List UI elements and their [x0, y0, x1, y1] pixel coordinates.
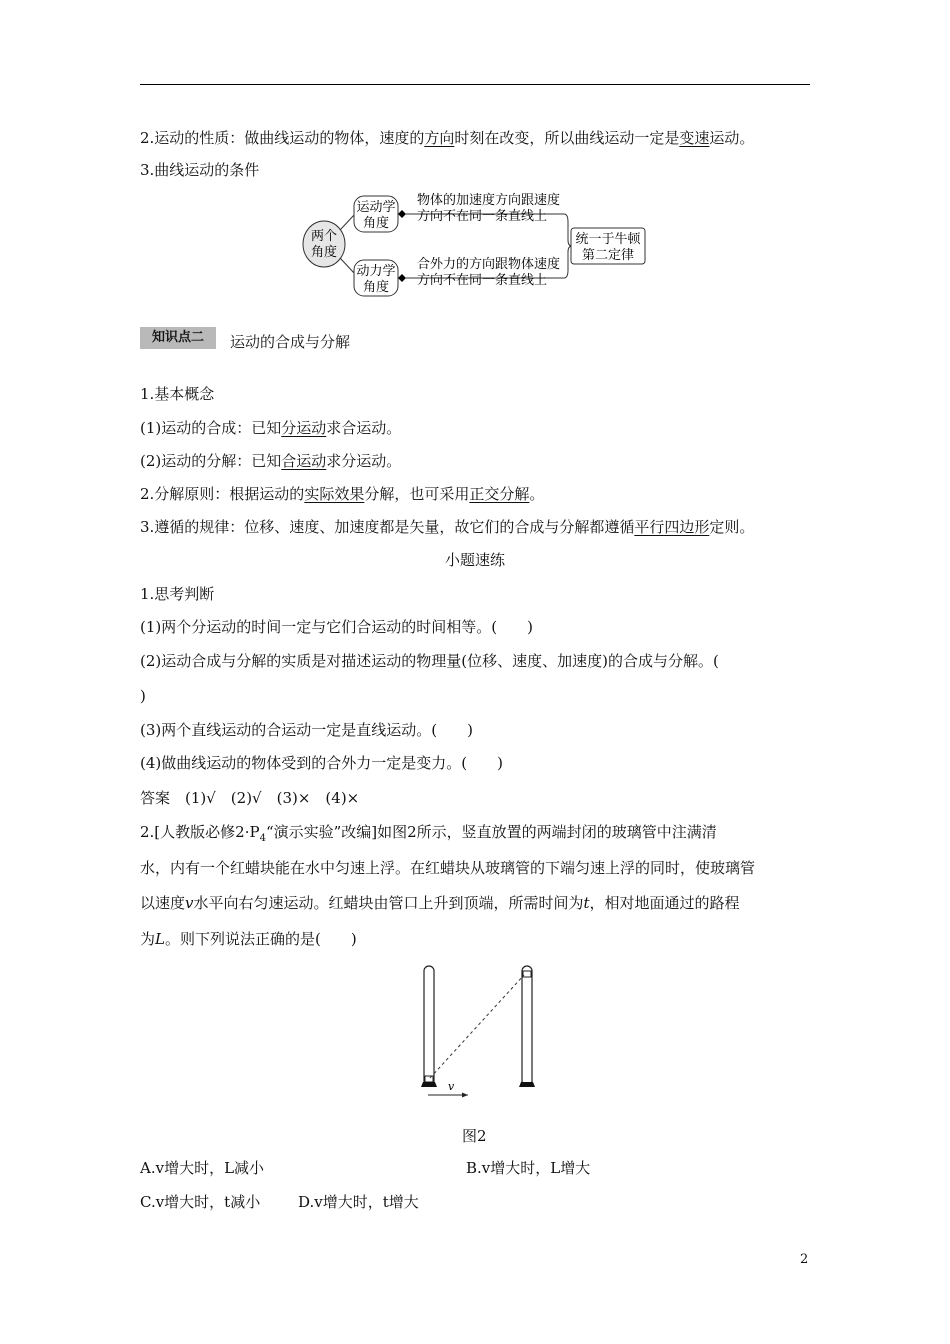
page-number: 2	[800, 1252, 809, 1267]
diagram-kinematics-text-1: 运动学	[356, 200, 396, 215]
diagram-kinematics-diamond	[398, 210, 406, 218]
figure-caption: 图2	[462, 1127, 487, 1145]
diagram-root-text-2: 角度	[310, 245, 338, 260]
judge-title: 1.思考判断	[140, 585, 215, 603]
option-d: D.v增大时，t增大	[298, 1193, 419, 1211]
diagram-dynamics-condition-2: 方向不在同一条直线上	[417, 273, 548, 288]
q2-line-4: 为L。则下列说法正确的是( )	[140, 930, 357, 948]
motion-property-line: 2.运动的性质：做曲线运动的物体，速度的方向时刻在改变，所以曲线运动一定是变速运动。	[140, 129, 755, 147]
answer-parallelogram: 平行四边形	[634, 518, 710, 536]
condition-title: 3.曲线运动的条件	[140, 161, 260, 179]
diagram-unify-text-1: 统一于牛顿	[575, 232, 641, 247]
judge-q1: (1)两个分运动的时间一定与它们合运动的时间相等。( )	[140, 618, 533, 636]
option-c: C.v增大时，t减小	[140, 1193, 261, 1211]
option-a: A.v增大时，L减小	[140, 1159, 265, 1177]
diagram-dynamics-diamond	[398, 274, 406, 282]
judge-answer: 答案 (1)√ (2)√ (3)× (4)×	[140, 789, 360, 807]
q2-line-2: 水，内有一个红蜡块能在水中匀速上浮。在红蜡块从玻璃管的下端匀速上浮的同时，使玻璃管	[140, 859, 756, 877]
synthesis-line: (1)运动的合成：已知分运动求合运动。	[140, 419, 402, 437]
q2-line-1: 2.[人教版必修$2\cdot P_4“$演示实验”改编]如图2所示，竖直放置的两端封闭的玻璃管中注满清	[140, 823, 717, 844]
diagram-root-node	[303, 221, 345, 267]
answer-actual-effect: 实际效果	[304, 485, 365, 503]
answer-orthogonal: 正交分解	[469, 485, 530, 503]
wax-block-top	[523, 971, 531, 977]
glass-tube-figure	[410, 962, 550, 1102]
answer-variable-speed: 变速	[679, 129, 710, 147]
principle-line: 2.分解原则：根据运动的实际效果分解，也可采用正交分解。	[140, 485, 545, 503]
right-tube-base	[519, 1082, 535, 1087]
trajectory-dashed-line	[430, 975, 524, 1078]
right-tube	[522, 966, 532, 1086]
diagram-root-text-1: 两个	[310, 229, 338, 244]
judge-q3: (3)两个直线运动的合运动一定是直线运动。( )	[140, 721, 473, 739]
judge-q2-end: )	[140, 687, 146, 705]
wax-block-bottom	[425, 1076, 433, 1082]
decomposition-line: (2)运动的分解：已知合运动求分运动。	[140, 452, 402, 470]
diagram-kinematics-condition-2: 方向不在同一条直线上	[417, 209, 548, 224]
answer-resultant-motion: 合运动	[281, 452, 327, 470]
basic-concept-title: 1.基本概念	[140, 385, 215, 403]
answer-component-motion: 分运动	[281, 419, 327, 437]
left-tube	[424, 966, 434, 1086]
diagram-unify-text-2: 第二定律	[581, 248, 635, 263]
diagram-dynamics-condition-1: 合外力的方向跟物体速度	[417, 257, 561, 272]
knowledge-point-title: 运动的合成与分解	[230, 333, 351, 351]
velocity-label: v	[448, 1080, 455, 1093]
answer-direction: 方向	[424, 129, 455, 147]
diagram-dynamics-text-2: 角度	[362, 280, 390, 295]
velocity-arrowhead	[462, 1093, 468, 1098]
diagram-kinematics-condition-1: 物体的加速度方向跟速度	[417, 193, 561, 208]
diagram-kinematics-text-2: 角度	[362, 216, 390, 231]
left-tube-base	[421, 1082, 437, 1087]
practice-title: 小题速练	[444, 551, 505, 569]
knowledge-point-badge: 知识点二	[140, 327, 216, 349]
judge-q4: (4)做曲线运动的物体受到的合外力一定是变力。( )	[140, 754, 503, 772]
option-b: B.v增大时，L增大	[466, 1159, 591, 1177]
q2-line-3: 以速度v水平向右匀速运动。红蜡块由管口上升到顶端，所需时间为t，相对地面通过的路程	[140, 894, 740, 912]
header-rule	[140, 84, 810, 85]
curvilinear-condition-diagram	[300, 188, 650, 300]
rule-line: 3.遵循的规律：位移、速度、加速度都是矢量，故它们的合成与分解都遵循平行四边形定则。	[140, 518, 755, 536]
judge-q2: (2)运动合成与分解的实质是对描述运动的物理量(位移、速度、加速度)的合成与分解。(	[140, 652, 719, 670]
diagram-dynamics-text-1: 动力学	[356, 264, 396, 279]
